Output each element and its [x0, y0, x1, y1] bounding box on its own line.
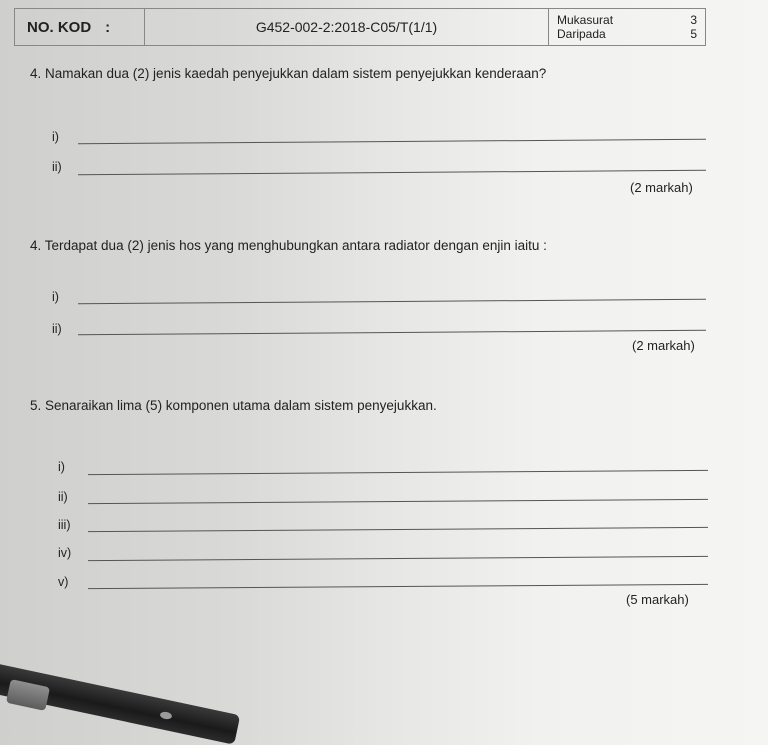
answer-line[interactable] [88, 527, 708, 532]
answer-line[interactable] [88, 499, 708, 504]
answer-label: ii) [52, 322, 62, 336]
answer-label: i) [52, 130, 59, 144]
answer-label: i) [52, 290, 59, 304]
answer-line[interactable] [78, 170, 706, 175]
answer-line[interactable] [88, 556, 708, 561]
answer-line[interactable] [78, 299, 706, 304]
answer-label: ii) [58, 490, 68, 504]
answer-line[interactable] [78, 330, 706, 335]
mukasurat-label: Mukasurat [557, 13, 614, 27]
code-cell [145, 9, 549, 45]
answer-label: ii) [52, 160, 62, 174]
daripada-value: 5 [690, 27, 697, 41]
answer-label: i) [58, 460, 65, 474]
question-text: 5. Senaraikan lima (5) komponen utama dalam sistem penyejukkan. [30, 398, 437, 413]
marks-label: (2 markah) [632, 338, 695, 353]
answer-label: iv) [58, 546, 72, 560]
page-cell [549, 9, 705, 45]
kod-colon: : [105, 18, 111, 36]
kod-cell [15, 9, 145, 45]
answer-label: v) [58, 575, 69, 589]
question-text: 4. Namakan dua (2) jenis kaedah penyejukkan dalam sistem penyejukkan kenderaan? [30, 66, 547, 81]
kod-label: NO. KOD [27, 18, 92, 36]
answer-line[interactable] [78, 139, 706, 144]
marks-label: (5 markah) [626, 592, 689, 607]
document-code: G452-002-2:2018-C05/T(1/1) [255, 19, 438, 35]
header-table [14, 8, 706, 46]
marks-label: (2 markah) [630, 180, 693, 195]
mukasurat-row [557, 13, 697, 27]
answer-label: iii) [58, 518, 71, 532]
answer-line[interactable] [88, 584, 708, 589]
answer-line[interactable] [88, 470, 708, 475]
daripada-label: Daripada [557, 27, 606, 41]
daripada-row [557, 27, 697, 41]
question-text: 4. Terdapat dua (2) jenis hos yang menghubungkan antara radiator dengan enjin iaitu : [30, 238, 547, 253]
mukasurat-value: 3 [690, 13, 697, 27]
